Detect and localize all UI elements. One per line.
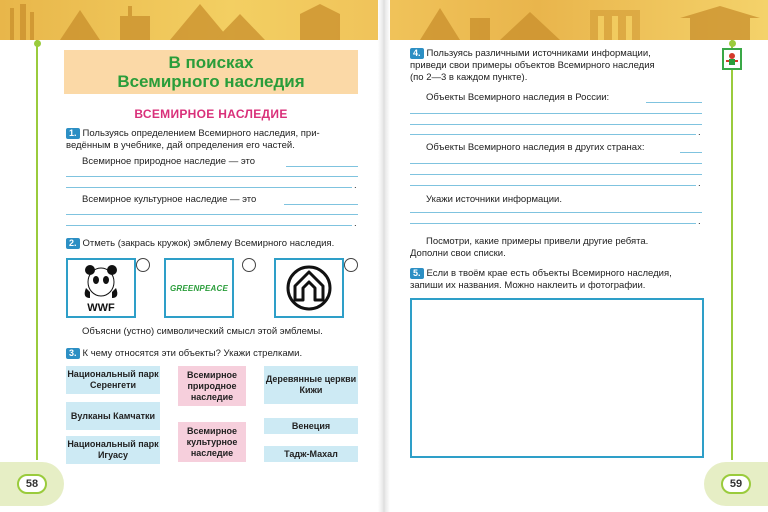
title-line-1: В поисках: [168, 53, 254, 72]
russia-label: Объекты Всемирного наследия в России:: [426, 92, 610, 103]
activity-badge: [722, 48, 742, 70]
answer-line[interactable]: [410, 134, 696, 135]
answer-line[interactable]: [410, 185, 696, 186]
task1-line1: Пользуясь определением Всемирного наследия, при-: [82, 128, 320, 139]
answer-line[interactable]: [286, 166, 358, 167]
task5-text: [410, 268, 710, 292]
look-line1: Посмотри, какие примеры привели другие ребята.: [426, 236, 649, 247]
task5-number: 5.: [410, 268, 424, 279]
task4-line3: (по 2—3 в каждом пункте).: [410, 72, 528, 83]
book-spine: [378, 0, 390, 512]
answer-line[interactable]: [646, 102, 702, 103]
answer-line[interactable]: [410, 174, 702, 175]
task1-text: [66, 128, 360, 152]
answer-line[interactable]: [410, 223, 696, 224]
object-serengeti[interactable]: Национальный парк Серенгети: [66, 366, 160, 394]
task4-text: [410, 48, 710, 84]
emblem-label: WWF: [87, 302, 115, 314]
page-number-left: [0, 462, 64, 506]
sources-label: Укажи источники информации.: [426, 194, 562, 205]
object-kamchatka[interactable]: Вулканы Камчатки: [66, 402, 160, 430]
page-number-right: [704, 462, 768, 506]
period-mark: .: [354, 218, 357, 229]
explorer-icon: [724, 51, 740, 67]
task5-line2: запиши их названия. Можно наклеить и фотографии.: [410, 280, 646, 291]
task2-text: [66, 238, 366, 250]
answer-line[interactable]: [66, 176, 358, 177]
look-others-text: [410, 236, 710, 260]
period-mark: .: [354, 180, 357, 191]
answer-frame[interactable]: [410, 298, 704, 458]
margin-dot: [34, 40, 41, 47]
page-number-text: 58: [17, 474, 47, 494]
answer-line[interactable]: [66, 225, 352, 226]
task1-line2: ведённым в учебнике, дай определения его частей.: [66, 140, 295, 151]
task5-line1: Если в твоём крае есть объекты Всемирного наследия,: [426, 268, 672, 279]
world-heritage-icon: [285, 264, 333, 312]
object-iguazu[interactable]: Национальный парк Игуасу: [66, 436, 160, 464]
panda-icon: [76, 262, 126, 314]
task4-line1: Пользуясь различными источниками информации,: [426, 48, 651, 59]
task4-number: 4.: [410, 48, 424, 59]
emblem-choice-circle[interactable]: [344, 258, 358, 272]
answer-line[interactable]: [680, 152, 702, 153]
task3-text: [66, 348, 366, 360]
answer-line[interactable]: [284, 204, 358, 205]
greenpeace-emblem: [164, 258, 234, 318]
section-subtitle: ВСЕМИРНОЕ НАСЛЕДИЕ: [134, 107, 288, 121]
wwf-emblem: [66, 258, 136, 318]
task2-line: Отметь (закрась кружок) эмблему Всемирного наследия.: [82, 238, 335, 249]
task3-line: К чему относятся эти объекты? Укажи стрелками.: [82, 348, 303, 359]
category-natural[interactable]: Всемирное природное наследие: [178, 366, 246, 406]
unesco-emblem: [274, 258, 344, 318]
margin-dot: [729, 40, 736, 47]
object-venice[interactable]: Венеция: [264, 418, 358, 434]
right-margin-line: [731, 40, 733, 460]
period-mark: .: [698, 178, 701, 189]
answer-line[interactable]: [410, 124, 702, 125]
natural-heritage-label: Всемирное природное наследие — это: [82, 156, 256, 167]
answer-line[interactable]: [66, 187, 352, 188]
period-mark: .: [698, 216, 701, 227]
emblem-choice-circle[interactable]: [242, 258, 256, 272]
look-line2: Дополни свои списки.: [410, 248, 506, 259]
emblem-choice-circle[interactable]: [136, 258, 150, 272]
task1-number: 1.: [66, 128, 80, 139]
object-taj-mahal[interactable]: Тадж-Махал: [264, 446, 358, 462]
answer-line[interactable]: [66, 214, 358, 215]
task3-number: 3.: [66, 348, 80, 359]
answer-line[interactable]: [410, 163, 702, 164]
title-line-2: Всемирного наследия: [117, 72, 305, 91]
left-margin-line: [36, 40, 38, 460]
answer-line[interactable]: [410, 113, 702, 114]
cultural-heritage-label: Всемирное культурное наследие — это: [82, 194, 257, 205]
object-kizhi[interactable]: Деревянные церкви Кижи: [264, 366, 358, 404]
emblem-label: GREENPEACE: [169, 283, 228, 293]
page-number-text: 59: [721, 474, 751, 494]
answer-line[interactable]: [410, 212, 702, 213]
task2-number: 2.: [66, 238, 80, 249]
period-mark: .: [698, 127, 701, 138]
page-title: [64, 50, 358, 94]
task2-explain: Объясни (устно) символический смысл этой эмблемы.: [82, 326, 323, 337]
category-cultural[interactable]: Всемирное культурное наследие: [178, 422, 246, 462]
task4-line2: приведи свои примеры объектов Всемирного наследия: [410, 60, 655, 71]
other-countries-label: Объекты Всемирного наследия в других странах:: [426, 142, 645, 153]
